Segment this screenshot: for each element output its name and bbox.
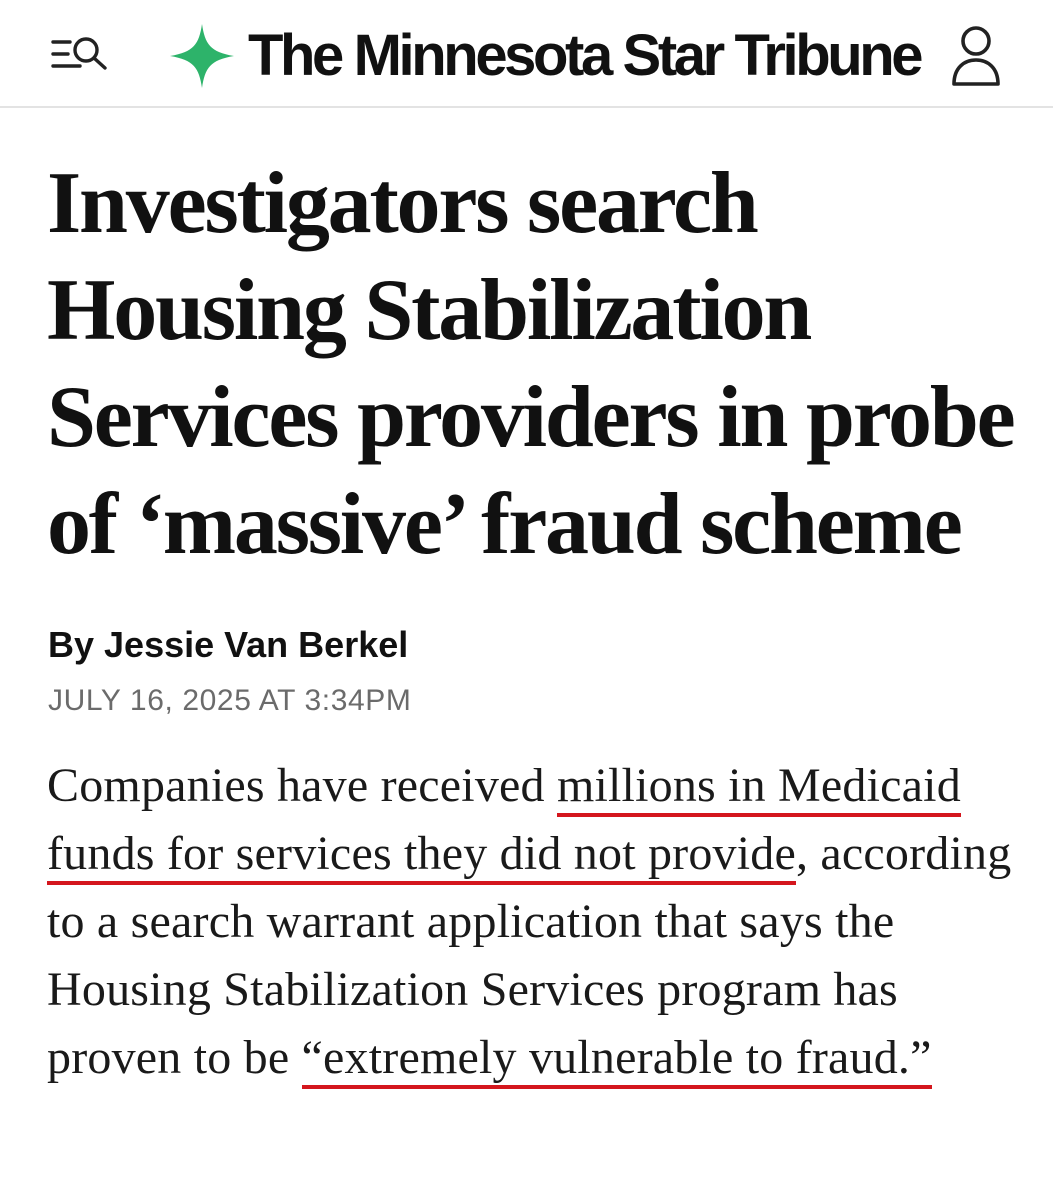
article-timestamp: JULY 16, 2025 AT 3:34PM: [48, 684, 412, 717]
summary-text: Companies have received: [47, 759, 557, 812]
article-summary: [47, 752, 1037, 1092]
article-byline[interactable]: By Jessie Van Berkel: [48, 624, 409, 665]
user-icon[interactable]: [950, 24, 1002, 88]
logo-text: The Minnesota Star Tribune: [248, 23, 921, 88]
summary-text: , according to a search warrant application that says the Housing Stabilization Services program has proven to be: [47, 827, 1012, 1084]
article-headline: Investigators search Housing Stabilization Services providers in probe of ‘massive’ fraud scheme: [47, 155, 1014, 573]
summary-highlight-quote: “extremely vulnerable to fraud.”: [302, 1031, 932, 1089]
site-header: [0, 0, 1053, 108]
menu-search-icon[interactable]: [50, 33, 116, 77]
star-logo-icon: [168, 22, 236, 90]
site-logo[interactable]: [168, 20, 920, 92]
summary-highlight: millions in Medicaid funds for services they did not provide: [47, 759, 961, 885]
